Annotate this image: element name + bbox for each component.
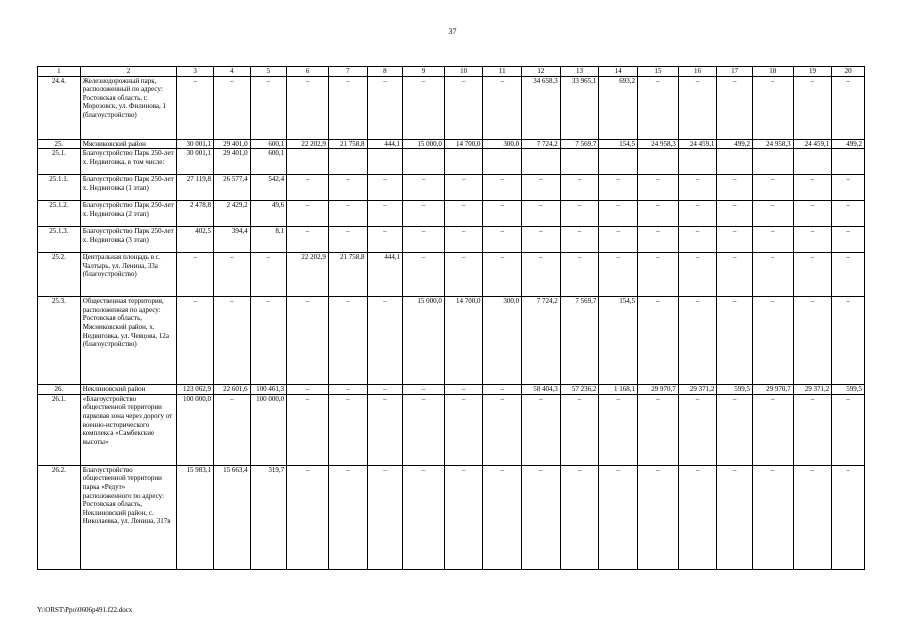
column-header: 17: [717, 67, 753, 77]
value-cell: 34 658,3: [522, 76, 561, 139]
column-header: 1: [38, 67, 81, 77]
value-cell: –: [752, 201, 793, 227]
value-cell: –: [444, 385, 483, 395]
value-cell: –: [250, 76, 287, 139]
value-cell: –: [367, 394, 403, 465]
value-cell: 154,5: [599, 297, 638, 385]
value-cell: –: [213, 394, 250, 465]
table-row: [38, 465, 865, 569]
value-cell: 444,1: [367, 139, 403, 149]
row-number-cell: 25.2.: [38, 253, 81, 297]
value-cell: 29 371,2: [678, 385, 717, 395]
row-number-cell: 26.: [38, 385, 81, 395]
value-cell: –: [177, 253, 214, 297]
value-cell: –: [832, 175, 865, 201]
value-cell: –: [444, 76, 483, 139]
value-cell: 8,1: [250, 227, 287, 253]
value-cell: –: [367, 385, 403, 395]
column-header: 19: [793, 67, 832, 77]
value-cell: –: [287, 227, 329, 253]
value-cell: –: [213, 253, 250, 297]
column-header: 16: [678, 67, 717, 77]
value-cell: 2 429,2: [213, 201, 250, 227]
value-cell: –: [599, 175, 638, 201]
value-cell: –: [599, 227, 638, 253]
value-cell: 14 700,0: [444, 297, 483, 385]
value-cell: –: [403, 201, 445, 227]
value-cell: –: [328, 76, 367, 139]
value-cell: –: [638, 175, 679, 201]
column-header: 13: [560, 67, 599, 77]
table-row: [38, 297, 865, 385]
value-cell: –: [678, 394, 717, 465]
value-cell: –: [328, 385, 367, 395]
value-cell: –: [403, 465, 445, 569]
column-header: 4: [213, 67, 250, 77]
budget-table: [37, 66, 865, 570]
value-cell: –: [752, 175, 793, 201]
column-header: 5: [250, 67, 287, 77]
value-cell: [287, 149, 329, 175]
value-cell: –: [832, 465, 865, 569]
value-cell: 100 000,0: [250, 394, 287, 465]
value-cell: [638, 149, 679, 175]
value-cell: 21 758,8: [328, 253, 367, 297]
value-cell: –: [717, 175, 753, 201]
value-cell: –: [717, 253, 753, 297]
column-header: 11: [483, 67, 522, 77]
value-cell: –: [832, 76, 865, 139]
value-cell: 29 970,7: [752, 385, 793, 395]
column-header: 18: [752, 67, 793, 77]
value-cell: –: [250, 297, 287, 385]
column-header: 2: [80, 67, 177, 77]
value-cell: –: [483, 253, 522, 297]
value-cell: 29 401,0: [213, 139, 250, 149]
row-name-cell: Железнодорожный парк, расположенный по адресу: Ростовская область, г. Морозовск, ул. Филинова, 1 (благоустройство): [80, 76, 177, 139]
row-number-cell: 25.1.1.: [38, 175, 81, 201]
file-path-footer: Y:\ORST\Ppo\0606p491.f22.docx: [37, 606, 133, 614]
value-cell: –: [522, 465, 561, 569]
value-cell: 15 983,1: [177, 465, 214, 569]
value-cell: –: [287, 201, 329, 227]
value-cell: [832, 149, 865, 175]
value-cell: 499,2: [717, 139, 753, 149]
value-cell: –: [213, 297, 250, 385]
value-cell: –: [678, 175, 717, 201]
value-cell: 49,6: [250, 201, 287, 227]
row-number-cell: 25.: [38, 139, 81, 149]
value-cell: –: [752, 297, 793, 385]
value-cell: –: [522, 227, 561, 253]
value-cell: 57 236,2: [560, 385, 599, 395]
value-cell: [599, 149, 638, 175]
value-cell: –: [832, 227, 865, 253]
value-cell: 123 062,9: [177, 385, 214, 395]
value-cell: 599,5: [717, 385, 753, 395]
value-cell: –: [560, 253, 599, 297]
value-cell: [522, 149, 561, 175]
value-cell: –: [483, 76, 522, 139]
value-cell: [752, 149, 793, 175]
value-cell: –: [793, 465, 832, 569]
value-cell: –: [793, 175, 832, 201]
value-cell: –: [717, 297, 753, 385]
value-cell: 24 958,3: [638, 139, 679, 149]
value-cell: 300,0: [483, 297, 522, 385]
column-header: 3: [177, 67, 214, 77]
value-cell: –: [522, 201, 561, 227]
value-cell: 100 461,3: [250, 385, 287, 395]
value-cell: –: [367, 297, 403, 385]
value-cell: –: [287, 385, 329, 395]
value-cell: –: [599, 394, 638, 465]
value-cell: [483, 149, 522, 175]
value-cell: –: [403, 385, 445, 395]
value-cell: –: [832, 253, 865, 297]
value-cell: –: [678, 297, 717, 385]
table-row: [38, 394, 865, 465]
value-cell: 27 119,8: [177, 175, 214, 201]
value-cell: 24 459,1: [793, 139, 832, 149]
value-cell: 444,1: [367, 253, 403, 297]
value-cell: –: [678, 201, 717, 227]
value-cell: 14 700,0: [444, 139, 483, 149]
column-header: 12: [522, 67, 561, 77]
value-cell: 7 724,2: [522, 139, 561, 149]
value-cell: –: [444, 175, 483, 201]
value-cell: 30 001,1: [177, 139, 214, 149]
value-cell: 29 401,0: [213, 149, 250, 175]
value-cell: –: [367, 175, 403, 201]
value-cell: –: [444, 227, 483, 253]
column-header: 14: [599, 67, 638, 77]
value-cell: –: [287, 394, 329, 465]
column-header: 7: [328, 67, 367, 77]
value-cell: –: [717, 394, 753, 465]
value-cell: 600,1: [250, 149, 287, 175]
value-cell: –: [328, 201, 367, 227]
value-cell: [328, 149, 367, 175]
row-name-cell: Мясниковский район: [80, 139, 177, 149]
value-cell: 7 569,7: [560, 297, 599, 385]
column-header: 10: [444, 67, 483, 77]
value-cell: –: [678, 465, 717, 569]
value-cell: –: [444, 394, 483, 465]
value-cell: –: [717, 227, 753, 253]
value-cell: –: [177, 76, 214, 139]
table-row: [38, 76, 865, 139]
row-name-cell: Центральная площадь в с. Чалтырь, ул. Ленина, 33а (благоустройство): [80, 253, 177, 297]
value-cell: [793, 149, 832, 175]
value-cell: –: [483, 394, 522, 465]
value-cell: –: [638, 201, 679, 227]
row-number-cell: 25.3.: [38, 297, 81, 385]
table-row: [38, 253, 865, 297]
value-cell: –: [287, 175, 329, 201]
table-row: [38, 139, 865, 149]
value-cell: 30 001,1: [177, 149, 214, 175]
value-cell: –: [287, 465, 329, 569]
value-cell: –: [483, 465, 522, 569]
value-cell: –: [522, 394, 561, 465]
value-cell: –: [560, 201, 599, 227]
row-name-cell: «Благоустройство общественной территории парковая зона через дорогу от военно-исторического комплекса «Самбекские высоты»: [80, 394, 177, 465]
value-cell: –: [793, 201, 832, 227]
value-cell: –: [599, 253, 638, 297]
value-cell: [444, 149, 483, 175]
row-name-cell: Благоустройство Парк 250-лет х. Недвиговка (1 этап): [80, 175, 177, 201]
value-cell: –: [177, 297, 214, 385]
value-cell: –: [560, 175, 599, 201]
value-cell: –: [752, 227, 793, 253]
table-row: [38, 149, 865, 175]
value-cell: 402,5: [177, 227, 214, 253]
value-cell: –: [444, 465, 483, 569]
value-cell: –: [213, 76, 250, 139]
value-cell: 7 569,7: [560, 139, 599, 149]
value-cell: –: [717, 465, 753, 569]
value-cell: –: [752, 465, 793, 569]
value-cell: 599,5: [832, 385, 865, 395]
value-cell: –: [403, 394, 445, 465]
value-cell: –: [328, 297, 367, 385]
value-cell: 542,4: [250, 175, 287, 201]
row-name-cell: Неклиновский район: [80, 385, 177, 395]
value-cell: –: [638, 297, 679, 385]
value-cell: 24 459,1: [678, 139, 717, 149]
column-header: 20: [832, 67, 865, 77]
value-cell: 24 958,3: [752, 139, 793, 149]
value-cell: 22 202,9: [287, 253, 329, 297]
value-cell: –: [793, 76, 832, 139]
value-cell: –: [483, 201, 522, 227]
value-cell: 22 601,6: [213, 385, 250, 395]
column-header: 6: [287, 67, 329, 77]
value-cell: –: [250, 253, 287, 297]
row-name-cell: Благоустройство Парк 250-лет х. Недвиговка, в том числе:: [80, 149, 177, 175]
value-cell: 15 000,0: [403, 297, 445, 385]
value-cell: –: [832, 394, 865, 465]
value-cell: –: [403, 76, 445, 139]
value-cell: –: [483, 385, 522, 395]
value-cell: –: [287, 297, 329, 385]
value-cell: 58 404,3: [522, 385, 561, 395]
value-cell: –: [287, 76, 329, 139]
value-cell: –: [717, 76, 753, 139]
value-cell: [560, 149, 599, 175]
value-cell: –: [638, 76, 679, 139]
row-number-cell: 24.4.: [38, 76, 81, 139]
value-cell: [717, 149, 753, 175]
row-name-cell: Благоустройство общественной территории парка «Редут» расположенного по адресу: Ростовская область, Неклиновский район, с. Николаевка, ул. Ленина, 317в: [80, 465, 177, 569]
row-number-cell: 25.1.3.: [38, 227, 81, 253]
value-cell: –: [638, 227, 679, 253]
row-name-cell: Благоустройство Парк 250-лет х. Недвиговка (3 этап): [80, 227, 177, 253]
value-cell: 693,2: [599, 76, 638, 139]
value-cell: –: [328, 465, 367, 569]
value-cell: 7 724,2: [522, 297, 561, 385]
table-row: [38, 175, 865, 201]
value-cell: –: [678, 227, 717, 253]
value-cell: 15 000,0: [403, 139, 445, 149]
value-cell: –: [403, 253, 445, 297]
row-number-cell: 25.1.2.: [38, 201, 81, 227]
column-header: 15: [638, 67, 679, 77]
value-cell: 29 970,7: [638, 385, 679, 395]
value-cell: –: [522, 175, 561, 201]
value-cell: 300,0: [483, 139, 522, 149]
value-cell: [367, 149, 403, 175]
value-cell: –: [717, 201, 753, 227]
value-cell: [403, 149, 445, 175]
value-cell: –: [328, 394, 367, 465]
value-cell: –: [367, 227, 403, 253]
value-cell: –: [403, 175, 445, 201]
row-name-cell: Общественная территория, расположенная по адресу: Ростовская область, Мясниковский район, х. Недвиговка, ул. Чеяцова, 12а (благоустройство): [80, 297, 177, 385]
value-cell: –: [638, 465, 679, 569]
value-cell: –: [328, 175, 367, 201]
row-number-cell: 26.1.: [38, 394, 81, 465]
value-cell: –: [793, 394, 832, 465]
value-cell: –: [638, 394, 679, 465]
value-cell: 394,4: [213, 227, 250, 253]
value-cell: –: [752, 76, 793, 139]
value-cell: –: [483, 227, 522, 253]
value-cell: –: [367, 465, 403, 569]
value-cell: –: [560, 227, 599, 253]
value-cell: 100 000,0: [177, 394, 214, 465]
table-row: [38, 201, 865, 227]
value-cell: –: [793, 297, 832, 385]
value-cell: –: [638, 253, 679, 297]
value-cell: –: [678, 76, 717, 139]
value-cell: –: [832, 201, 865, 227]
value-cell: 1 168,1: [599, 385, 638, 395]
value-cell: –: [367, 76, 403, 139]
row-number-cell: 26.2.: [38, 465, 81, 569]
value-cell: 15 663,4: [213, 465, 250, 569]
value-cell: 2 478,8: [177, 201, 214, 227]
value-cell: –: [793, 227, 832, 253]
value-cell: –: [752, 253, 793, 297]
value-cell: 154,5: [599, 139, 638, 149]
value-cell: –: [560, 465, 599, 569]
value-cell: 33 965,1: [560, 76, 599, 139]
value-cell: –: [403, 227, 445, 253]
value-cell: 499,2: [832, 139, 865, 149]
value-cell: –: [599, 201, 638, 227]
value-cell: –: [367, 201, 403, 227]
value-cell: –: [752, 394, 793, 465]
value-cell: –: [832, 297, 865, 385]
value-cell: 600,1: [250, 139, 287, 149]
value-cell: 319,7: [250, 465, 287, 569]
value-cell: 22 202,9: [287, 139, 329, 149]
value-cell: –: [328, 227, 367, 253]
table-row: [38, 227, 865, 253]
column-header: 9: [403, 67, 445, 77]
value-cell: –: [444, 201, 483, 227]
value-cell: 29 371,2: [793, 385, 832, 395]
table-row: [38, 385, 865, 395]
header-row: [38, 67, 865, 77]
value-cell: 21 758,8: [328, 139, 367, 149]
page-number: 37: [448, 27, 457, 36]
value-cell: –: [522, 253, 561, 297]
value-cell: 26 577,4: [213, 175, 250, 201]
column-header: 8: [367, 67, 403, 77]
row-name-cell: Благоустройство Парк 250-лет х. Недвиговка (2 этап): [80, 201, 177, 227]
value-cell: –: [444, 253, 483, 297]
value-cell: –: [678, 253, 717, 297]
value-cell: [678, 149, 717, 175]
value-cell: –: [599, 465, 638, 569]
value-cell: –: [793, 253, 832, 297]
value-cell: –: [560, 394, 599, 465]
value-cell: –: [483, 175, 522, 201]
row-number-cell: 25.1.: [38, 149, 81, 175]
